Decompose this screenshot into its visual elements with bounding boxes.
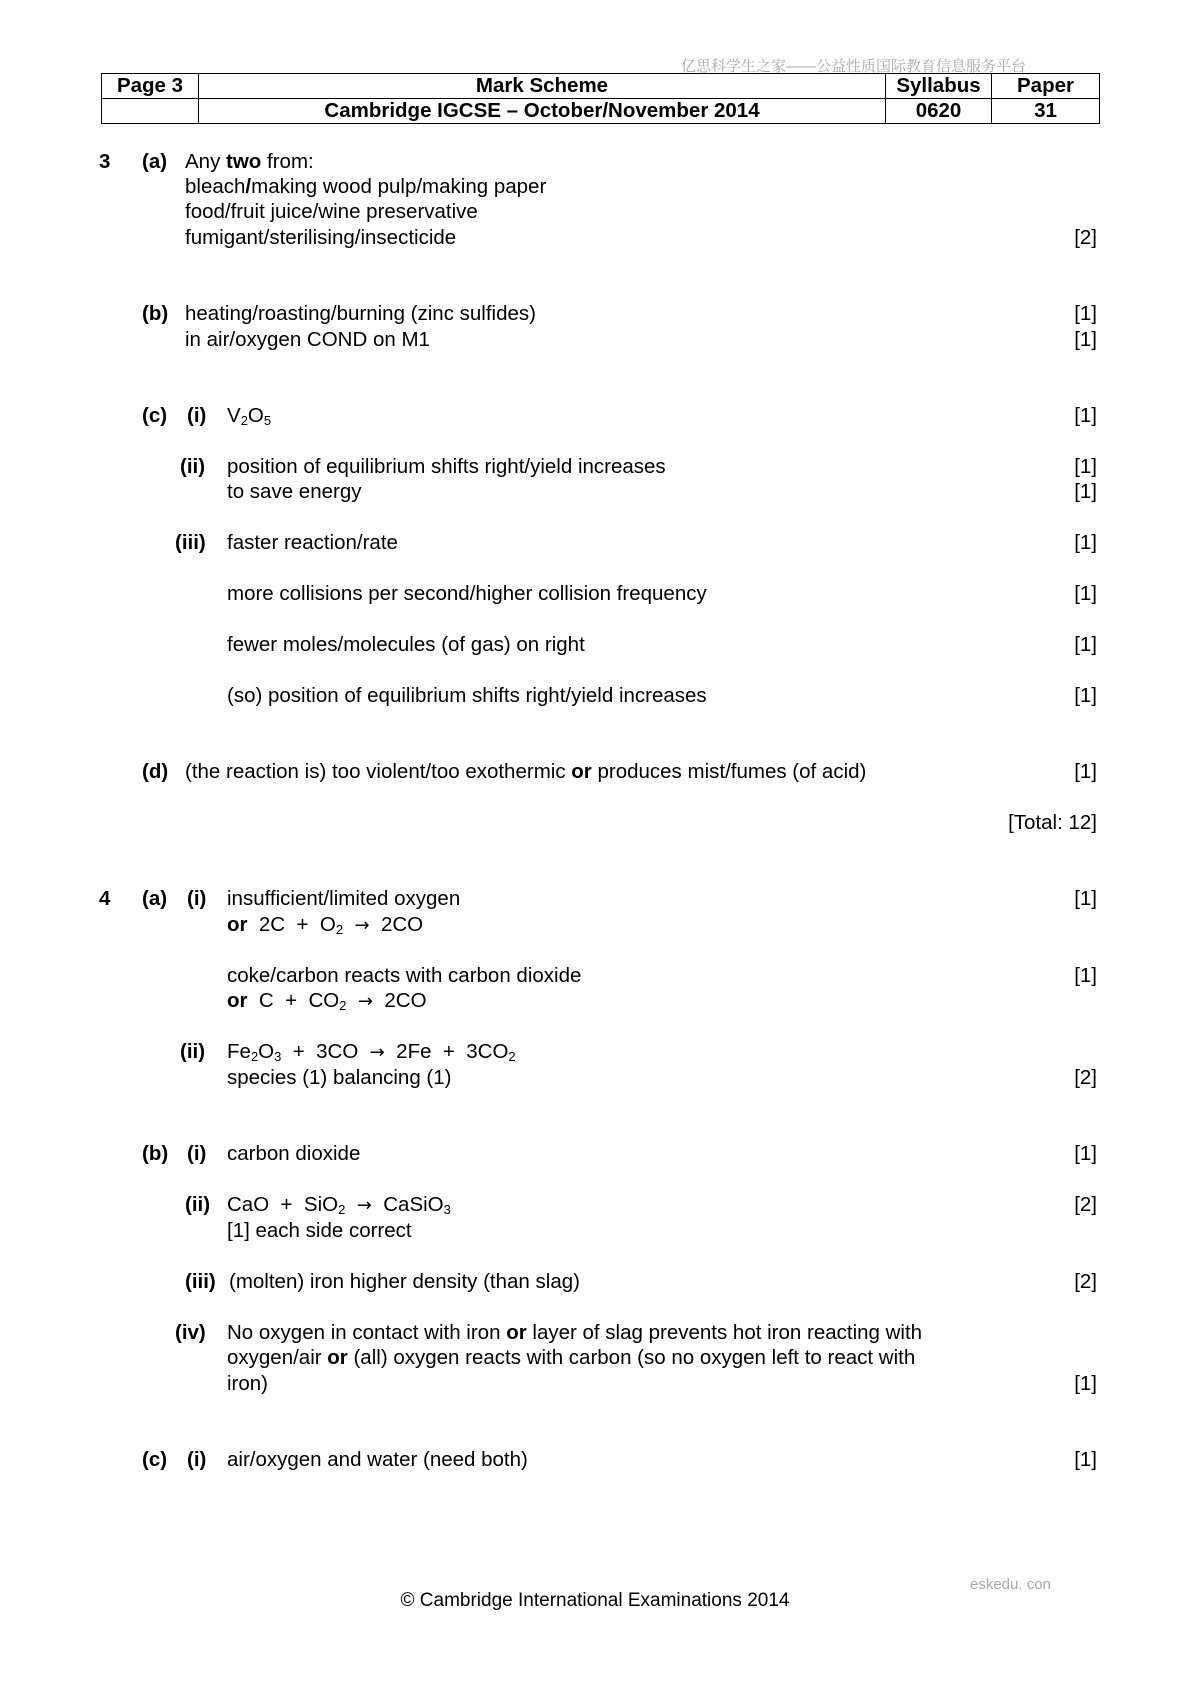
q4b-label: (b) [142, 1142, 169, 1165]
q3c-ii-label: (ii) [180, 455, 206, 478]
q3c-iii-line-4: (so) position of equilibrium shifts right/yield increases [227, 684, 707, 707]
header-table [101, 73, 1100, 124]
q3d-text: (the reaction is) too violent/too exothermic or produces mist/fumes (of acid) [185, 760, 867, 783]
q3a-label: (a) [142, 150, 168, 173]
q4c-i-mark: [1] [1074, 1448, 1097, 1471]
syllabus-label: Syllabus [886, 74, 992, 99]
q3a-mark: [2] [1074, 226, 1097, 249]
q3d-label: (d) [142, 760, 169, 783]
q4b-i-text: carbon dioxide [227, 1142, 361, 1165]
arrow-icon: → [354, 915, 370, 936]
q4b-iii-text: (molten) iron higher density (than slag) [229, 1270, 580, 1293]
q3c-ii-mark-1: [1] [1074, 455, 1097, 478]
q4b-iii-label: (iii) [185, 1270, 216, 1293]
q4b-iv-label: (iv) [175, 1321, 206, 1344]
q4b-ii-label: (ii) [185, 1193, 211, 1216]
q3c-i-label: (i) [187, 404, 207, 427]
q3a-line-3: fumigant/sterilising/insecticide [185, 226, 457, 249]
q3a-intro: Any two from: [185, 150, 314, 173]
watermark-bottom: eskedu. con [970, 1576, 1051, 1593]
q3c-iii-mark-4: [1] [1074, 684, 1097, 707]
paper-label: Paper [992, 74, 1100, 99]
q3a-line-1: bleach/making wood pulp/making paper [185, 175, 547, 198]
q3c-iii-line-2: more collisions per second/higher collision frequency [227, 582, 707, 605]
q3-total: [Total: 12] [1008, 811, 1097, 834]
q3c-ii-line-1: position of equilibrium shifts right/yield increases [227, 455, 666, 478]
q4a-i-line-1: insufficient/limited oxygen [227, 887, 461, 910]
arrow-icon: → [369, 1042, 385, 1063]
q4a-ii-mark: [2] [1074, 1066, 1097, 1089]
q3b-mark-2: [1] [1074, 328, 1097, 351]
q3c-iii-mark-3: [1] [1074, 633, 1097, 656]
q4b-ii-equation: CaO + SiO$_2$ → CaSiO$_3$ [227, 1193, 451, 1217]
q3c-iii-mark-1: [1] [1074, 531, 1097, 554]
q3c-ii-mark-2: [1] [1074, 480, 1097, 503]
q3a-line-2: food/fruit juice/wine preservative [185, 200, 478, 223]
q4c-i-text: air/oxygen and water (need both) [227, 1448, 528, 1471]
q4b-iv-line-3: iron) [227, 1372, 269, 1395]
syllabus-code: 0620 [886, 99, 992, 124]
q3b-mark-1: [1] [1074, 302, 1097, 325]
q4a-ii-line-2: species (1) balancing (1) [227, 1066, 452, 1089]
q4b-iv-mark: [1] [1074, 1372, 1097, 1395]
header-empty-cell [102, 99, 199, 124]
q3d-mark: [1] [1074, 760, 1097, 783]
q4a-ii-label: (ii) [180, 1040, 206, 1063]
q4a-i-equation-2: or $C + CO_2 \to 2CO$ [227, 989, 427, 1013]
q4b-iii-mark: [2] [1074, 1270, 1097, 1293]
question-3-number: 3 [99, 150, 111, 173]
q3b-line-2: in air/oxygen COND on M1 [185, 328, 430, 351]
q4a-i-mark-2: [1] [1074, 964, 1097, 987]
question-4-number: 4 [99, 887, 111, 910]
watermark-top: 亿思科学生之家——公益性质国际教育信息服务平台 [681, 58, 1027, 75]
q3c-iii-line-3: fewer moles/molecules (of gas) on right [227, 633, 585, 656]
q3c-iii-mark-2: [1] [1074, 582, 1097, 605]
arrow-icon: → [357, 991, 373, 1012]
copyright-footer: © Cambridge International Examinations 2014 [400, 1590, 790, 1611]
q4a-label: (a) [142, 887, 168, 910]
q3c-label: (c) [142, 404, 168, 427]
q4a-ii-equation: $Fe_2O_3 + 3CO \to 2Fe + 3CO_2$ [227, 1040, 516, 1064]
arrow-icon: → [356, 1195, 372, 1216]
paper-number: 31 [992, 99, 1100, 124]
page-number: Page 3 [102, 74, 199, 99]
q3c-ii-line-2: to save energy [227, 480, 362, 503]
header-title: Mark Scheme [199, 74, 886, 99]
q4b-ii-mark: [2] [1074, 1193, 1097, 1216]
q4b-i-label: (i) [187, 1142, 207, 1165]
q4c-label: (c) [142, 1448, 168, 1471]
q3b-line-1: heating/roasting/burning (zinc sulfides) [185, 302, 536, 325]
q4b-i-mark: [1] [1074, 1142, 1097, 1165]
q3b-label: (b) [142, 302, 169, 325]
q4b-iv-line-1: No oxygen in contact with iron or layer of slag prevents hot iron reacting with [227, 1321, 923, 1344]
q4c-i-label: (i) [187, 1448, 207, 1471]
q4b-iv-line-2: oxygen/air or (all) oxygen reacts with carbon (so no oxygen left to react with [227, 1346, 916, 1369]
header-subtitle: Cambridge IGCSE – October/November 2014 [199, 99, 886, 124]
q4a-i-mark-1: [1] [1074, 887, 1097, 910]
q3c-iii-line-1: faster reaction/rate [227, 531, 398, 554]
q3c-i-formula: $V_2O_5$ [227, 404, 272, 428]
q4b-ii-line-2: [1] each side correct [227, 1219, 412, 1242]
q3c-iii-label: (iii) [175, 531, 206, 554]
q4a-i-label: (i) [187, 887, 207, 910]
q4a-i-line-2: coke/carbon reacts with carbon dioxide [227, 964, 582, 987]
q4a-i-equation-1: or $2C + O_2 \to 2CO$ [227, 913, 424, 937]
q3c-i-mark: [1] [1074, 404, 1097, 427]
